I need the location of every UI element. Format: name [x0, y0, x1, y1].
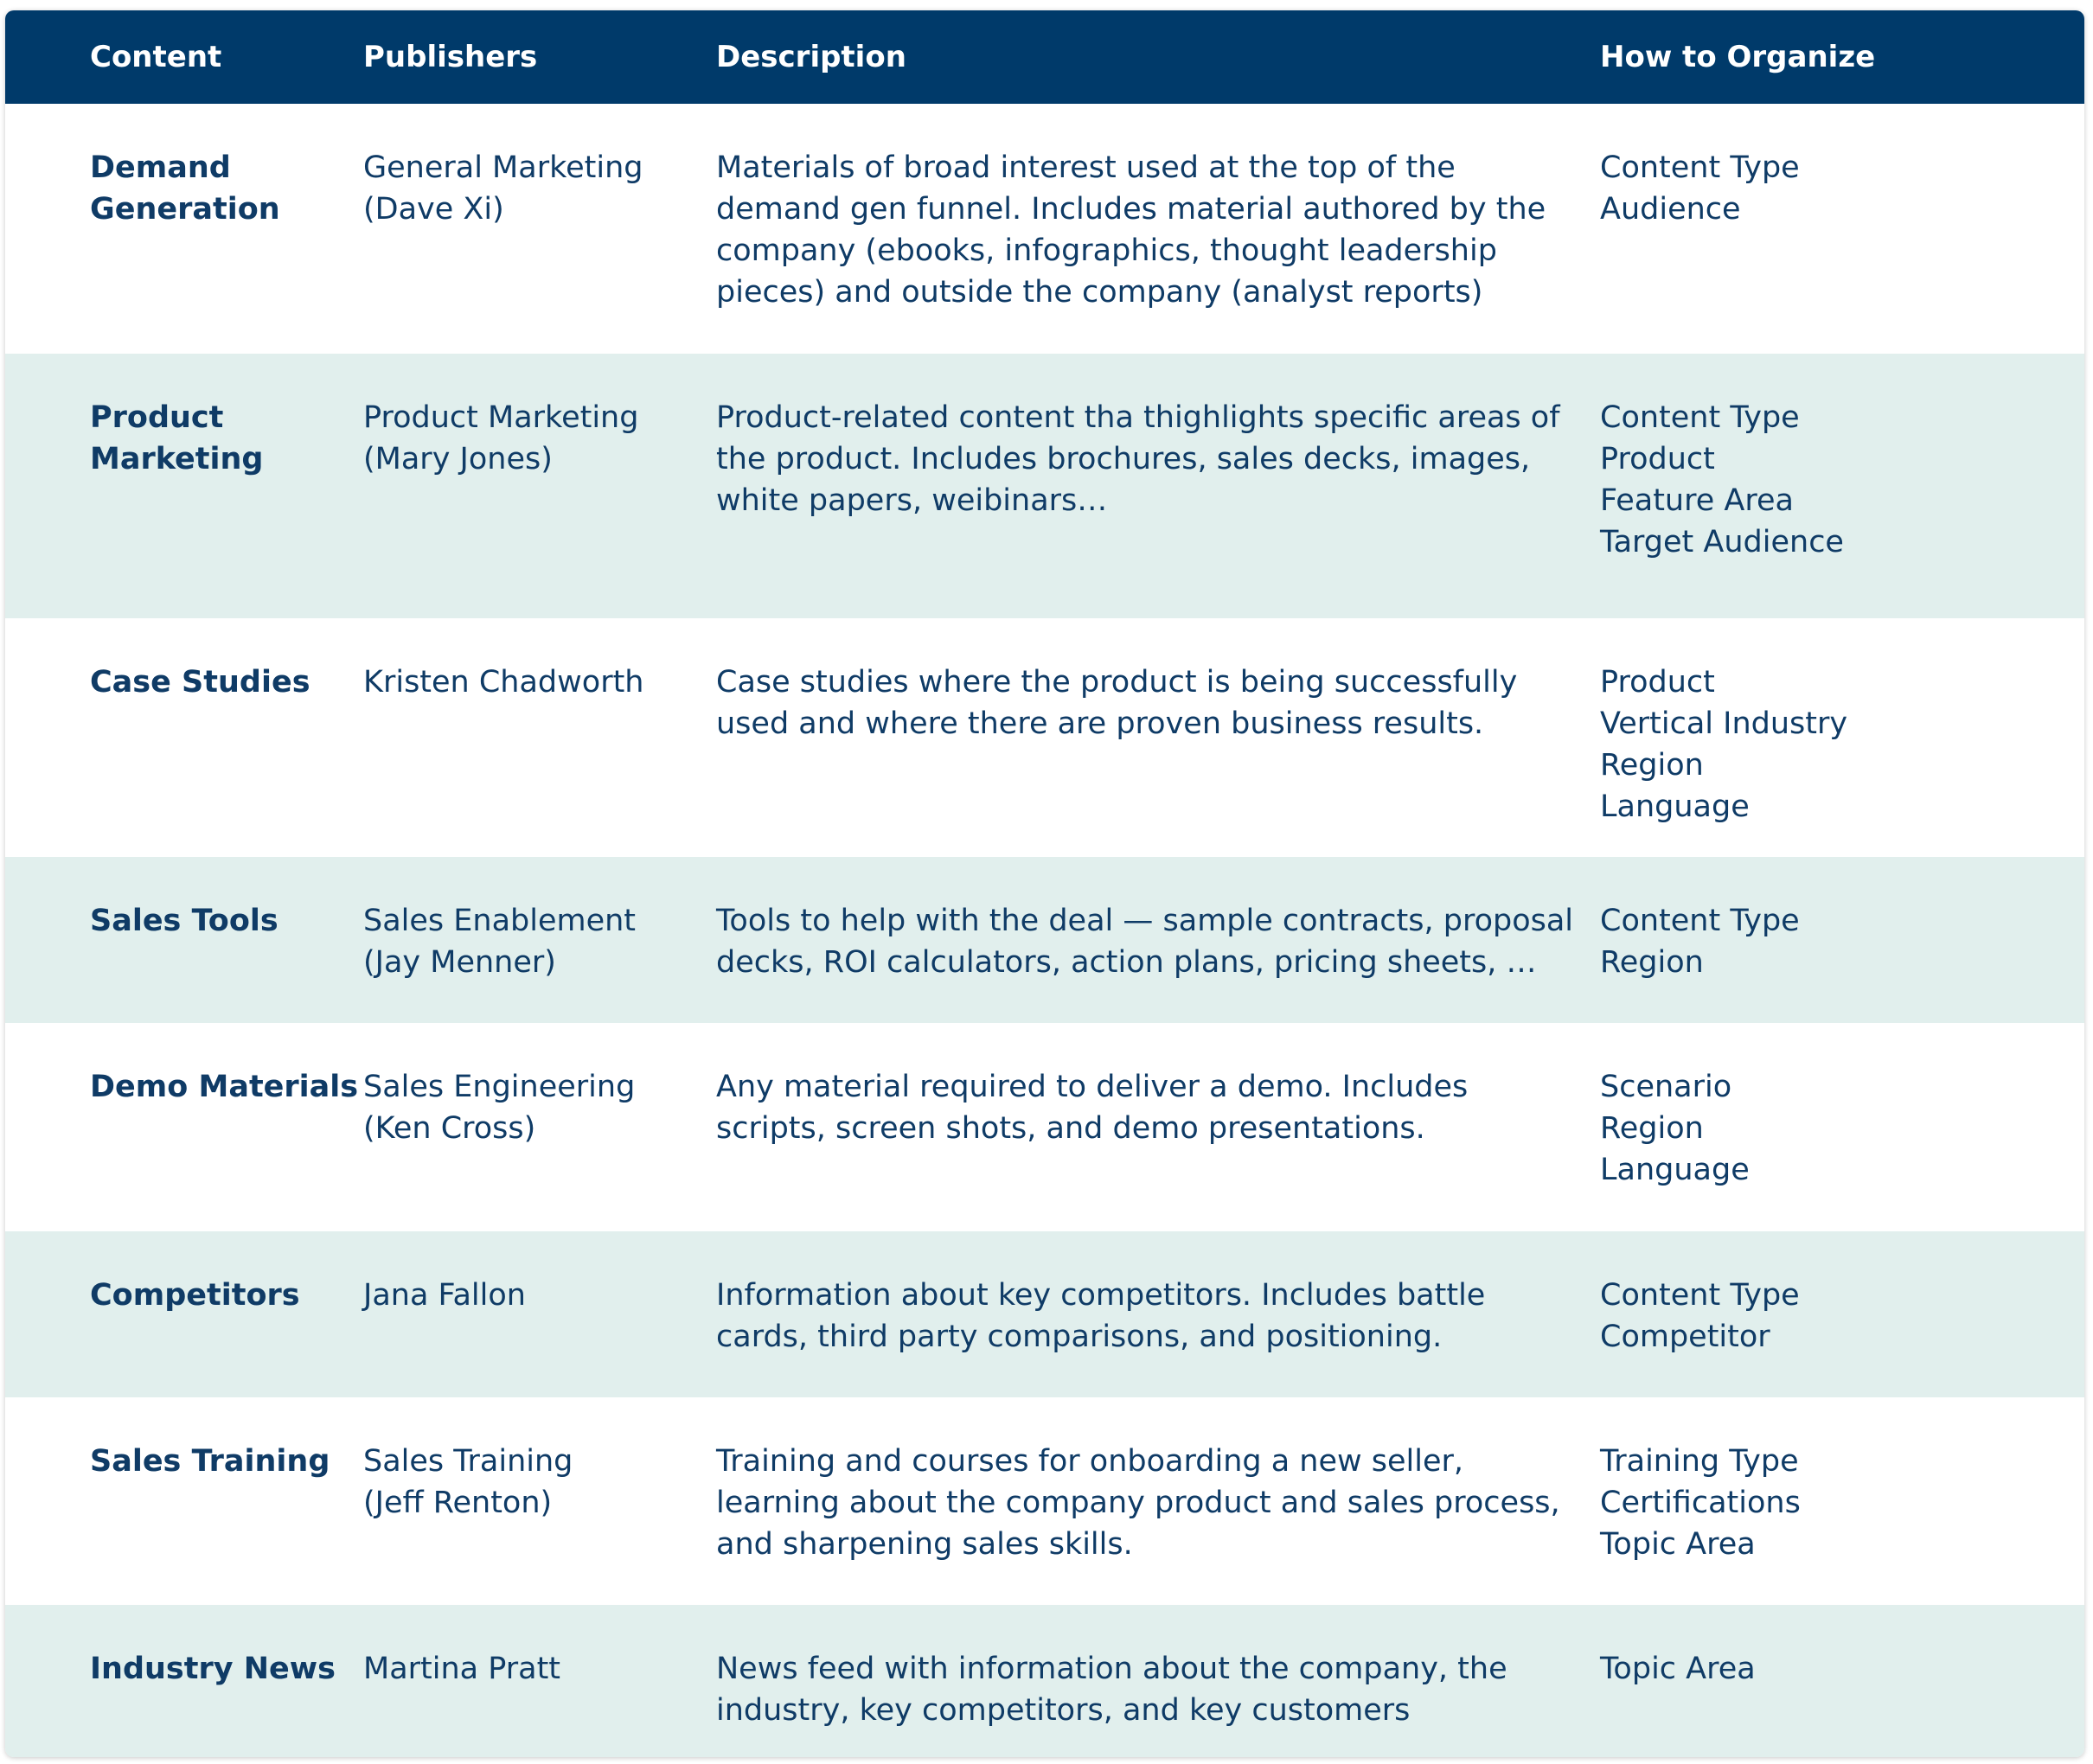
publisher-cell: [363, 397, 716, 618]
publisher-line: Jana Fallon: [363, 1278, 526, 1313]
content-line: Generation: [90, 192, 280, 227]
organize-cell: [1600, 1441, 2084, 1605]
content-cell: [5, 1066, 363, 1231]
content-line: Competitors: [90, 1278, 300, 1313]
description-cell: News feed with information about the company, the industry, key competitors, and key customers: [716, 1652, 1507, 1728]
table-row: [5, 1397, 2084, 1605]
organize-cell: [1600, 147, 2084, 354]
content-cell: [5, 662, 363, 857]
table-row: [5, 104, 2084, 354]
table-row: [5, 354, 2084, 618]
content-line: Demo Materials: [90, 1070, 359, 1104]
organize-item: Competitor: [1600, 1320, 1770, 1354]
table-header: [5, 10, 2084, 104]
content-line: Marketing: [90, 442, 264, 476]
publisher-cell: [363, 1066, 716, 1231]
content-line: Sales Training: [90, 1444, 330, 1479]
organize-item: Region: [1600, 1111, 1704, 1146]
description-cell: Training and courses for onboarding a new seller, learning about the company product and sales process, and sharpening sales skills.: [716, 1444, 1560, 1562]
header-content: Content: [90, 40, 222, 74]
organize-cell: [1600, 662, 2084, 857]
publisher-line: Sales Enablement: [363, 904, 637, 938]
description-cell: Tools to help with the deal — sample contracts, proposal decks, ROI calculators, action plans, pricing sheets, …: [716, 904, 1574, 980]
organize-item: Topic Area: [1600, 1652, 1756, 1686]
publisher-line: Kristen Chadworth: [363, 665, 644, 700]
organize-item: Content Type: [1600, 1278, 1800, 1313]
description-cell: Any material required to deliver a demo. Includes scripts, screen shots, and demo presentations.: [716, 1070, 1469, 1146]
organize-item: Content Type: [1600, 400, 1800, 435]
description-cell: Product-related content tha thighlights specific areas of the product. Includes brochures, sales decks, images, white papers, weibinars…: [716, 400, 1560, 518]
publisher-line: (Dave Xi): [363, 192, 504, 227]
organize-cell: [1600, 1648, 2084, 1757]
organize-cell: [1600, 1066, 2084, 1231]
content-cell: [5, 1441, 363, 1605]
organize-item: Product: [1600, 665, 1715, 700]
content-organization-table: [5, 10, 2084, 1757]
description-cell: Materials of broad interest used at the top of the demand gen funnel. Includes material authored by the company (ebooks, infographics, thought leadership pieces) and outside the company (analyst reports): [716, 150, 1546, 310]
header-publishers: Publishers: [363, 40, 538, 74]
header-how-to-organize: How to Organize: [1600, 40, 1876, 74]
table-row: [5, 1231, 2084, 1397]
content-cell: [5, 1275, 363, 1397]
publisher-line: (Ken Cross): [363, 1111, 536, 1146]
table-row: [5, 857, 2084, 1023]
publisher-line: Sales Engineering: [363, 1070, 636, 1104]
organize-item: Certifications: [1600, 1486, 1801, 1520]
publisher-line: General Marketing: [363, 150, 643, 185]
organize-item: Language: [1600, 789, 1750, 824]
content-cell: [5, 900, 363, 1023]
publisher-cell: [363, 900, 716, 1023]
publisher-line: Product Marketing: [363, 400, 639, 435]
description-cell: Case studies where the product is being successfully used and where there are proven business results.: [716, 665, 1518, 741]
description-cell: Information about key competitors. Includes battle cards, third party comparisons, and positioning.: [716, 1278, 1486, 1354]
organize-item: Region: [1600, 748, 1704, 783]
publisher-line: (Mary Jones): [363, 442, 553, 476]
organize-cell: [1600, 397, 2084, 618]
organize-item: Language: [1600, 1153, 1750, 1187]
content-cell: [5, 1648, 363, 1757]
publisher-cell: [363, 1648, 716, 1757]
publisher-cell: [363, 1441, 716, 1605]
organize-item: Product: [1600, 442, 1715, 476]
organize-item: Topic Area: [1600, 1527, 1756, 1562]
organize-item: Region: [1600, 945, 1704, 980]
content-line: Product: [90, 400, 224, 435]
organize-item: Feature Area: [1600, 483, 1794, 518]
publisher-line: Sales Training: [363, 1444, 573, 1479]
organize-item: Audience: [1600, 192, 1741, 227]
organize-item: Scenario: [1600, 1070, 1732, 1104]
organize-item: Training Type: [1600, 1444, 1799, 1479]
publisher-line: (Jay Menner): [363, 945, 556, 980]
content-line: Industry News: [90, 1652, 336, 1686]
publisher-cell: [363, 1275, 716, 1397]
publisher-cell: [363, 147, 716, 354]
publisher-line: (Jeff Renton): [363, 1486, 553, 1520]
organize-item: Content Type: [1600, 904, 1800, 938]
publisher-cell: [363, 662, 716, 857]
table-row: [5, 618, 2084, 857]
content-line: Case Studies: [90, 665, 310, 700]
table-row: [5, 1605, 2084, 1757]
content-cell: [5, 147, 363, 354]
table-row: [5, 1023, 2084, 1231]
content-line: Demand: [90, 150, 231, 185]
organize-item: Target Audience: [1600, 525, 1844, 559]
header-description: Description: [716, 40, 906, 74]
organize-item: Content Type: [1600, 150, 1800, 185]
organize-cell: [1600, 1275, 2084, 1397]
publisher-line: Martina Pratt: [363, 1652, 561, 1686]
content-cell: [5, 397, 363, 618]
organize-cell: [1600, 900, 2084, 1023]
organize-item: Vertical Industry: [1600, 706, 1848, 741]
content-line: Sales Tools: [90, 904, 278, 938]
